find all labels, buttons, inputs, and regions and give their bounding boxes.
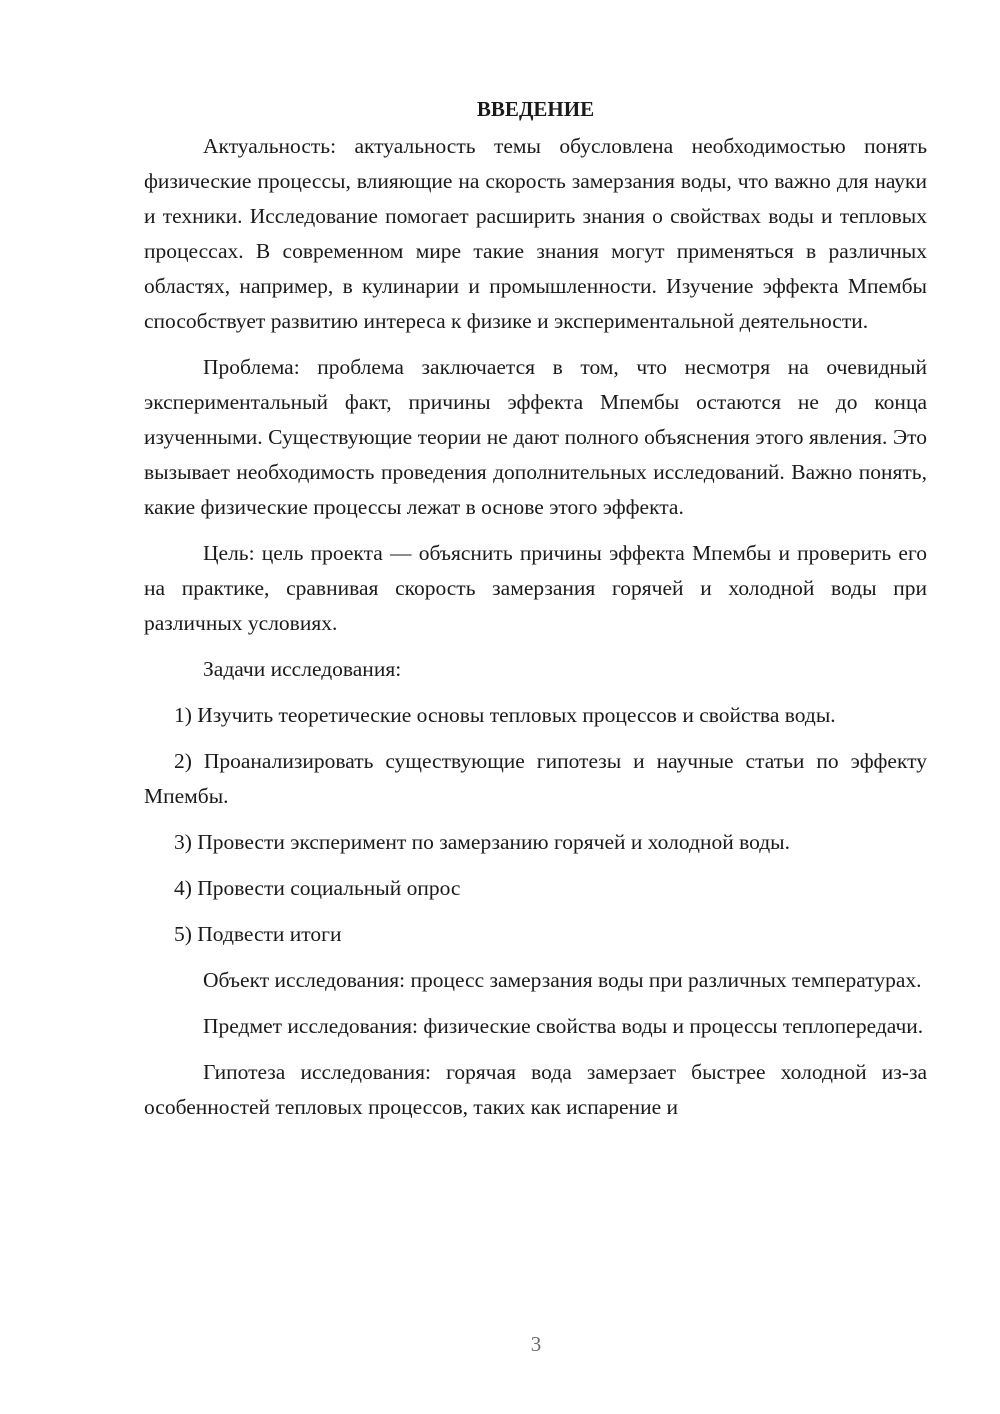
page-content [144,92,927,1125]
paragraph-problem: Проблема: проблема заключается в том, что несмотря на очевидный экспериментальный факт, причины эффекта Мпембы остаются не до конца изученными. Существующие теории не дают полного объяснения этого явления. Это вызывает необходимость проведения дополнительных исследований. Важно понять, какие физические процессы лежат в основе этого эффекта. [144,355,927,519]
paragraph-object: Объект исследования: процесс замерзания воды при различных температурах. [203,968,922,992]
page-number: 3 [530,1332,542,1356]
page-title: ВВЕДЕНИЕ [476,97,595,121]
task-item: 5) Подвести итоги [174,922,342,946]
task-item: 1) Изучить теоретические основы тепловых процессов и свойства воды. [174,703,836,727]
task-item: 4) Провести социальный опрос [174,876,461,900]
task-item: 3) Провести эксперимент по замерзанию горячей и холодной воды. [174,830,790,854]
paragraph-subject: Предмет исследования: физические свойства воды и процессы теплопередачи. [203,1014,924,1038]
paragraph-relevance: Актуальность: актуальность темы обусловлена необходимостью понять физические процессы, влияющие на скорость замерзания воды, что важно для науки и техники. Исследование помогает расширить знания о свойствах воды и тепловых процессах. В современном мире такие знания могут применяться в различных областях, например, в кулинарии и промышленности. Изучение эффекта Мпембы способствует развитию интереса к физике и экспериментальной деятельности. [144,134,927,333]
paragraph-hypothesis: Гипотеза исследования: горячая вода замерзает быстрее холодной из-за особенностей тепловых процессов, таких как испарение и [144,1060,927,1119]
tasks-heading: Задачи исследования: [203,657,402,681]
task-item: 2) Проанализировать существующие гипотезы и научные статьи по эффекту Мпембы. [144,749,927,808]
paragraph-goal: Цель: цель проекта — объяснить причины эффекта Мпембы и проверить его на практике, сравнивая скорость замерзания горячей и холодной воды при различных условиях. [144,541,927,635]
